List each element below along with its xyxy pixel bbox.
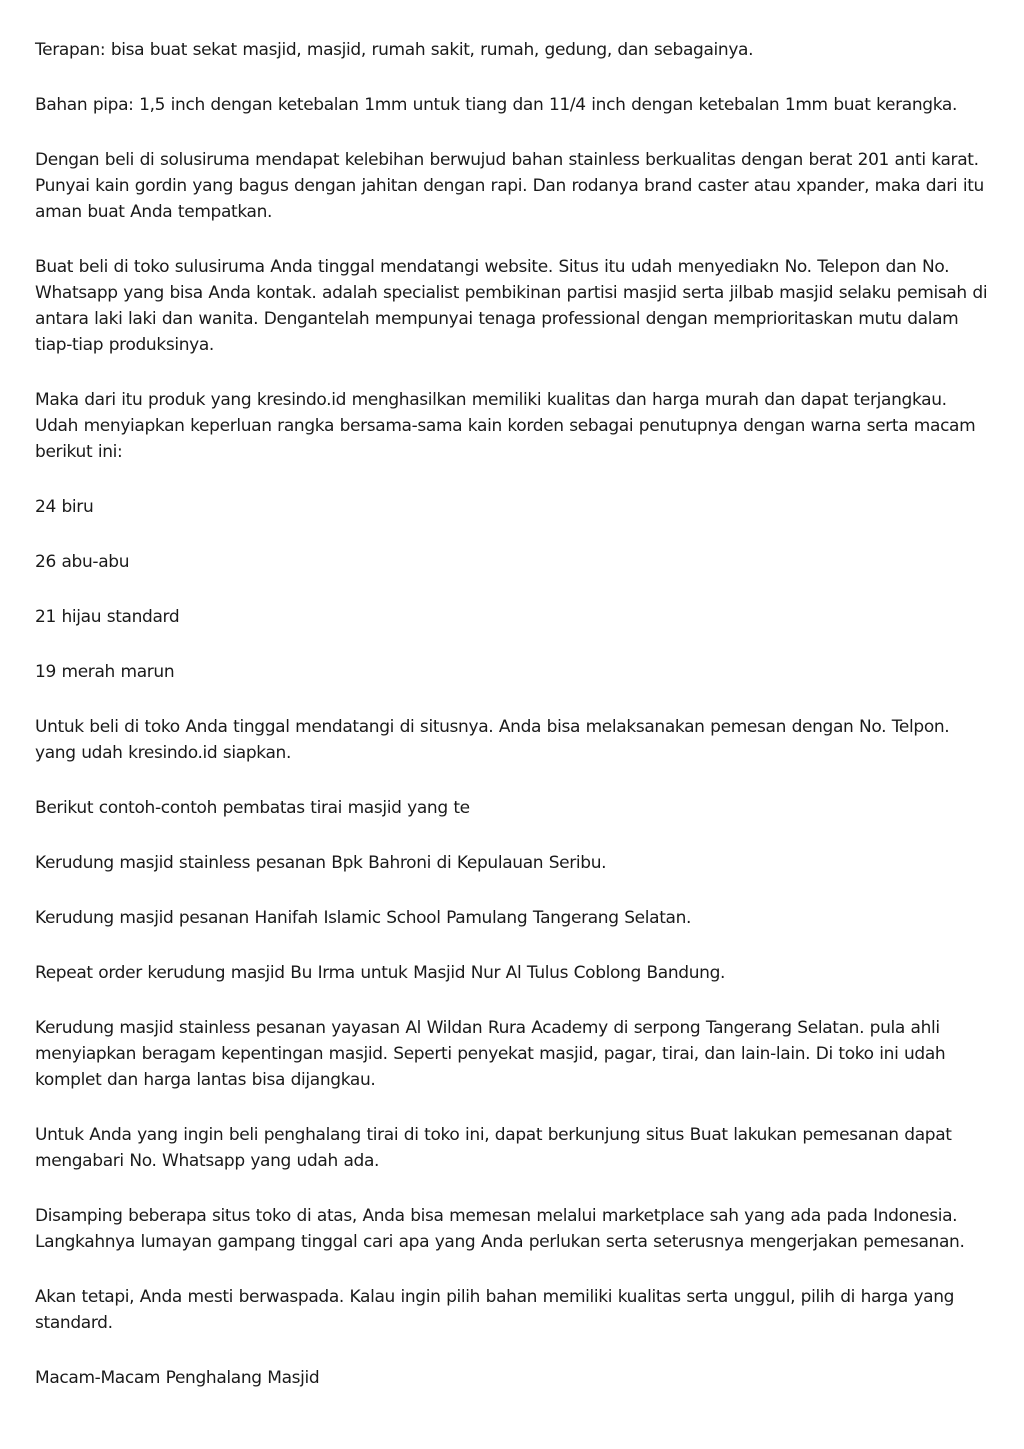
section-heading-macam: Macam-Macam Penghalang Masjid (35, 1368, 320, 1388)
paragraph-marketplace: Disamping beberapa situs toko di atas, Anda bisa memesan melalui marketplace sah yang ada pada Indonesia. Langkahnya lumayan gampang tinggal cari apa yang Anda perlukan serta seterusnya mengerjakan pemesanan. (35, 1206, 965, 1252)
color-item-abu-abu: 26 abu-abu (35, 552, 130, 572)
paragraph-cara-beli: Buat beli di toko sulusiruma Anda tinggal mendatangi website. Situs itu udah menyediakn No. Telepon dan No. Whatsapp yang bisa Anda kontak. adalah specialist pembikinan partisi masjid serta jilbab masjid selaku pemisah di antara laki laki dan wanita. Dengantelah mempunyai tenaga professional dengan memprioritaskan mutu dalam tiap-tiap produksinya. (35, 257, 988, 355)
example-item-hanifah: Kerudung masjid pesanan Hanifah Islamic School Pamulang Tangerang Selatan. (35, 908, 692, 928)
paragraph-produk: Maka dari itu produk yang kresindo.id menghasilkan memiliki kualitas dan harga murah dan dapat terjangkau. Udah menyiapkan keperluan rangka bersama-sama kain korden sebagai penutupnya dengan warna serta macam berikut ini: (35, 390, 976, 462)
example-item-bahroni: Kerudung masjid stainless pesanan Bpk Bahroni di Kepulauan Seribu. (35, 853, 607, 873)
paragraph-waspada: Akan tetapi, Anda mesti berwaspada. Kalau ingin pilih bahan memiliki kualitas serta unggul, pilih di harga yang standard. (35, 1287, 955, 1333)
color-item-merah-marun: 19 merah marun (35, 662, 175, 682)
color-item-biru: 24 biru (35, 497, 94, 517)
document-body (35, 37, 995, 1420)
paragraph-bahan-pipa: Bahan pipa: 1,5 inch dengan ketebalan 1mm untuk tiang dan 11/4 inch dengan ketebalan 1mm buat kerangka. (35, 95, 958, 115)
paragraph-whatsapp: Untuk Anda yang ingin beli penghalang tirai di toko ini, dapat berkunjung situs Buat lakukan pemesanan dapat mengabari No. Whatsapp yang udah ada. (35, 1125, 952, 1171)
paragraph-pemesanan: Untuk beli di toko Anda tinggal mendatangi di situsnya. Anda bisa melaksanakan pemesan dengan No. Telpon. yang udah kresindo.id siapkan. (35, 717, 950, 763)
example-item-al-wildan: Kerudung masjid stainless pesanan yayasan Al Wildan Rura Academy di serpong Tangerang Selatan. pula ahli menyiapkan beragam kepentingan masjid. Seperti penyekat masjid, pagar, tirai, dan lain-lain. Di toko ini udah komplet dan harga lantas bisa dijangkau. (35, 1018, 946, 1090)
paragraph-kelebihan: Dengan beli di solusiruma mendapat kelebihan berwujud bahan stainless berkualitas dengan berat 201 anti karat. Punyai kain gordin yang bagus dengan jahitan dengan rapi. Dan rodanya brand caster atau xpander, maka dari itu aman buat Anda tempatkan. (35, 150, 984, 222)
paragraph-contoh: Berikut contoh-contoh pembatas tirai masjid yang te (35, 798, 470, 818)
color-item-hijau: 21 hijau standard (35, 607, 180, 627)
paragraph-terapan: Terapan: bisa buat sekat masjid, masjid, rumah sakit, rumah, gedung, dan sebagainya. (35, 40, 754, 60)
example-item-irma: Repeat order kerudung masjid Bu Irma untuk Masjid Nur Al Tulus Coblong Bandung. (35, 963, 726, 983)
